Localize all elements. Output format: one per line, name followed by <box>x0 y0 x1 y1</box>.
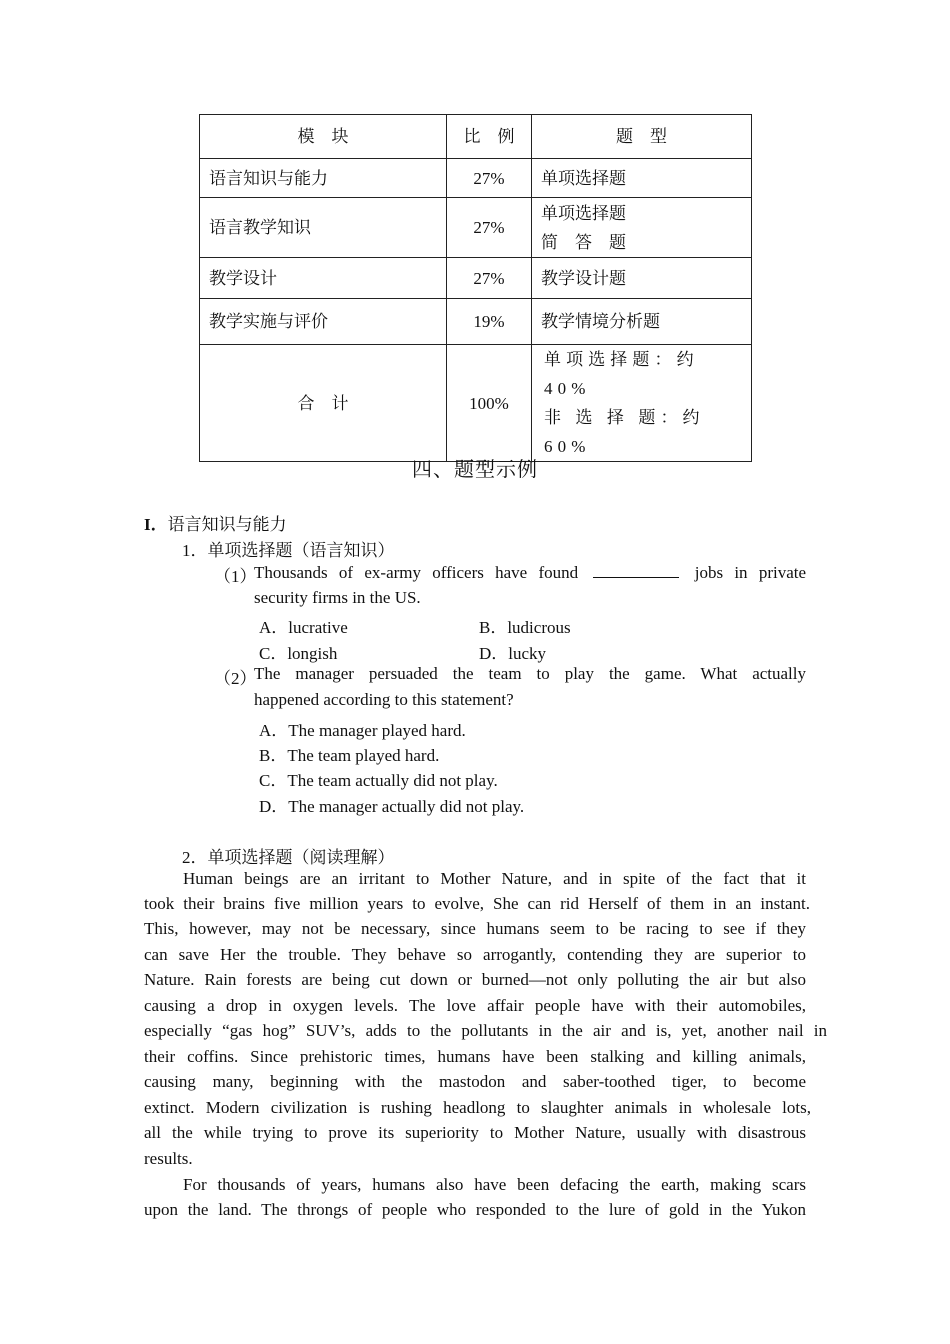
question-stem-line <box>254 562 806 583</box>
row-type: 单项选择题 <box>532 159 752 198</box>
paragraph-line: upon the land. The throngs of people who responded to the lure of gold in the Yukon <box>144 1200 806 1219</box>
question-stem-line: The manager persuaded the team to play the game. What actually <box>254 664 806 683</box>
option: B．The team played hard. <box>259 746 440 765</box>
table-row <box>200 198 752 258</box>
table-row <box>200 258 752 299</box>
question-stem-line: happened according to this statement? <box>254 690 514 709</box>
paragraph-line: results. <box>144 1149 193 1168</box>
paragraph-line: all the while trying to prove its superiority to Mother Nature, usually with disastrous <box>144 1123 806 1142</box>
section-title: 四、题型示例 <box>412 459 538 481</box>
paragraph-line: extinct. Modern civilization is rushing headlong to slaughter animals in wholesale lots, <box>144 1098 811 1117</box>
part-heading-number: I． <box>144 515 168 534</box>
total-label: 合 计 <box>200 345 447 462</box>
paragraph-line: Nature. Rain forests are being cut down or burned—not only polluting the air but also <box>144 970 806 989</box>
paragraph-line: Human beings are an irritant to Mother Nature, and in spite of the fact that it <box>183 869 806 888</box>
row-ratio: 19% <box>447 299 532 345</box>
paragraph-line: especially “gas hog” SUV’s, adds to the pollutants in the air and is, yet, another nail in <box>144 1021 827 1040</box>
row-type: 教学设计题 <box>532 258 752 299</box>
answer-blank <box>593 562 679 578</box>
row-type-line: 单项选择题 <box>541 203 626 223</box>
stem-text: jobs in private <box>694 563 807 582</box>
question-number: （2） <box>214 669 257 688</box>
paragraph-line: can save Her the trouble. They behave so arrogantly, contending they are superior to <box>144 945 806 964</box>
question-1-heading: 1．单项选择题（语言知识） <box>182 541 395 560</box>
total-type-line: 非 选 择 题：约 60% <box>544 408 705 456</box>
row-module: 教学设计 <box>200 258 447 299</box>
row-ratio: 27% <box>447 159 532 198</box>
option: D．The manager actually did not play. <box>259 797 525 816</box>
part-heading-text: 语言知识与能力 <box>167 515 287 534</box>
exam-structure-table <box>199 114 752 462</box>
row-module: 语言教学知识 <box>200 198 447 258</box>
total-type <box>532 345 752 462</box>
table-row <box>200 159 752 198</box>
row-module: 语言知识与能力 <box>200 159 447 198</box>
paragraph-line: causing a drop in oxygen levels. The love affair people have with their automobiles, <box>144 996 806 1015</box>
total-ratio: 100% <box>447 345 532 462</box>
part-heading <box>144 510 287 535</box>
header-type: 题 型 <box>532 115 752 159</box>
row-ratio: 27% <box>447 258 532 299</box>
header-module: 模 块 <box>200 115 447 159</box>
option: C．The team actually did not play. <box>259 771 498 790</box>
option: A．lucrative <box>259 618 348 637</box>
option: D．lucky <box>479 644 547 663</box>
table-header-row <box>200 115 752 159</box>
paragraph-line: This, however, may not be necessary, since humans seem to be racing to see if they <box>144 919 806 938</box>
paragraph-line: For thousands of years, humans also have been defacing the earth, making scars <box>183 1175 806 1194</box>
row-type <box>532 198 752 258</box>
stem-text: Thousands of ex-army officers have found <box>254 563 579 582</box>
paragraph-line: their coffins. Since prehistoric times, humans have been stalking and killing animals, <box>144 1047 806 1066</box>
header-ratio: 比 例 <box>447 115 532 159</box>
question-stem-line: security firms in the US. <box>254 588 421 607</box>
option: A．The manager played hard. <box>259 721 466 740</box>
total-type-line: 单项选择题：约 40% <box>544 350 699 398</box>
question-2-heading: 2．单项选择题（阅读理解） <box>182 848 395 867</box>
paragraph-line: causing many, beginning with the mastodon and saber-toothed tiger, to become <box>144 1072 806 1091</box>
option: B．ludicrous <box>479 618 571 637</box>
row-ratio: 27% <box>447 198 532 258</box>
paragraph-line: took their brains five million years to evolve, She can rid Herself of them in an instant. <box>144 894 810 913</box>
table-row <box>200 299 752 345</box>
question-number: （1） <box>214 567 257 586</box>
row-type: 教学情境分析题 <box>532 299 752 345</box>
table-total-row <box>200 345 752 462</box>
row-module: 教学实施与评价 <box>200 299 447 345</box>
option: C．longish <box>259 644 338 663</box>
row-type-line: 简 答 题 <box>541 232 626 252</box>
